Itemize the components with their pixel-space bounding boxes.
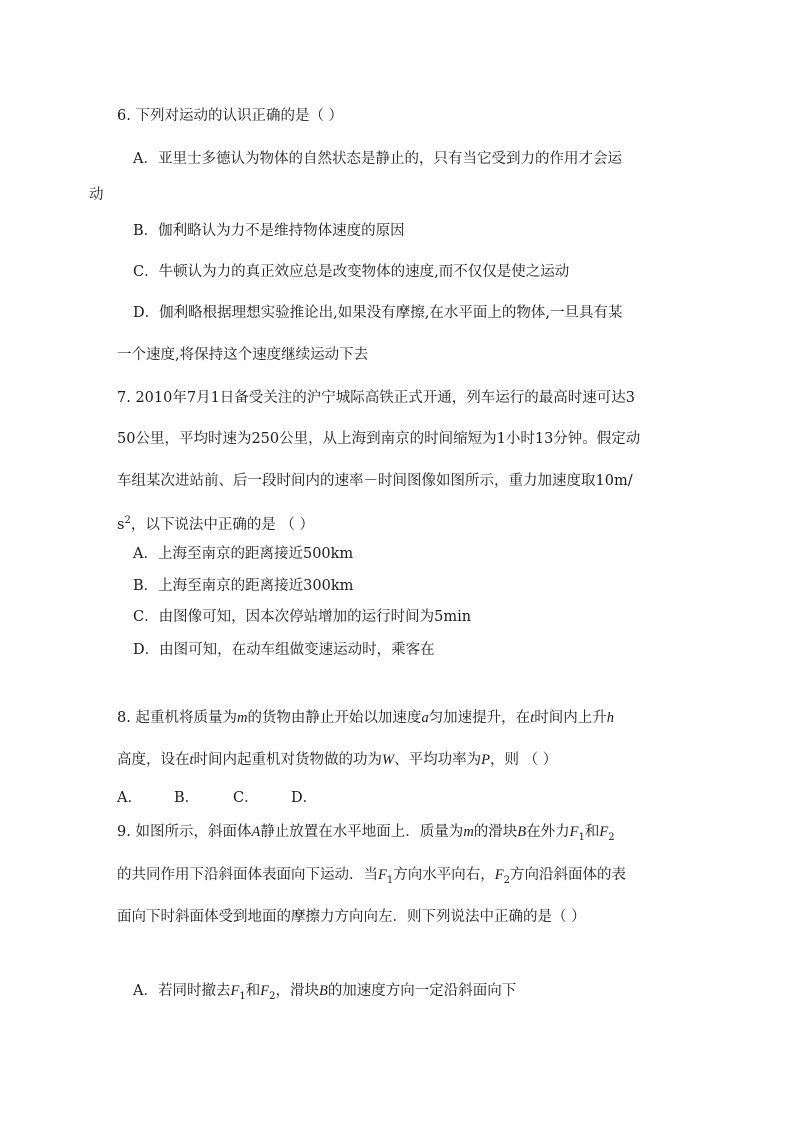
q7-option-d: D．由图可知，在动车组做变速运动时，乘客在: [133, 642, 435, 658]
q9-var-f: F: [260, 983, 270, 999]
q9-subscript: 1: [386, 874, 394, 886]
q9-text: 的滑块: [473, 824, 518, 840]
q9-option-a: [133, 981, 516, 1007]
q8-stem-line2: [117, 750, 557, 770]
q9-stem-line1: [117, 822, 615, 848]
q9-text: 的共同作用下沿斜面体表面向下运动．当: [117, 867, 378, 883]
q8-text: 8. 起重机将质量为: [117, 710, 237, 726]
q9-subscript: 2: [269, 990, 276, 1002]
q9-subscript: 2: [503, 874, 510, 886]
q8-text: ，则 （ ）: [489, 752, 558, 768]
q9-var-a: A: [251, 824, 261, 840]
q8-text: 匀加速提升，在: [428, 710, 531, 726]
q8-var-w: W: [382, 752, 395, 768]
q9-text: 和: [584, 824, 600, 840]
q8-text: 时间内上升: [534, 710, 607, 726]
q6-option-b: B．伽利略认为力不是维持物体速度的原因: [133, 223, 405, 239]
q9-var-f: F: [378, 867, 387, 883]
q9-text: 静止放置在水平地面上．质量为: [260, 824, 464, 840]
q9-text: 方向水平向右，: [393, 867, 495, 883]
q8-text: 高度，设在: [117, 752, 190, 768]
q6-option-c: C．牛顿认为力的真正效应总是改变物体的速度,而不仅仅是使之运动: [133, 264, 570, 280]
q7-stem-line2: 50公里，平均时速为250公里，从上海到南京的时间缩短为1小时13分钟。假定动: [117, 431, 641, 447]
q7-option-c: C．由图像可知，因本次停站增加的运行时间为5min: [133, 609, 472, 625]
q9-var-m: m: [463, 824, 474, 840]
q6-option-d-line2: 一个速度,将保持这个速度继续运动下去: [117, 347, 369, 363]
q8-text: 、平均功率为: [394, 752, 482, 768]
q6-option-d-line1: D．伽利略根据理想实验推论出,如果没有摩擦,在水平面上的物体,一旦具有某: [133, 305, 623, 321]
q8-var-p: P: [481, 752, 490, 768]
q9-subscript: 1: [578, 831, 585, 843]
q7-stem-line3: 车组某次进站前、后一段时间内的速率－时间图像如图所示，重力加速度取10m/: [117, 473, 633, 489]
q7-stem-line4-text: ，以下说法中正确的是 （ ）: [130, 516, 315, 533]
q7-option-b: B．上海至南京的距离接近300km: [133, 578, 354, 594]
q9-subscript: 1: [239, 990, 246, 1002]
q8-var-m: m: [236, 710, 248, 726]
q8-option-c: C．: [233, 790, 259, 806]
q6-option-a-line1: A．亚里士多德认为物体的自然状态是静止的，只有当它受到力的作用才会运: [133, 151, 622, 167]
q9-var-f: F: [599, 824, 609, 840]
q9-subscript: 2: [608, 831, 615, 843]
q8-stem-line1: [117, 708, 614, 728]
q9-var-b: B: [517, 824, 527, 840]
q9-stem-line2: [117, 865, 626, 891]
q9-var-b: B: [318, 983, 328, 999]
q7-option-a: A．上海至南京的距离接近500km: [133, 546, 354, 562]
q9-text: A．若同时撤去: [133, 983, 231, 999]
q8-var-t: t: [530, 710, 535, 726]
q7-stem-line4: [117, 511, 314, 535]
q9-var-f: F: [494, 867, 504, 883]
q6-option-a-line2: 动: [89, 187, 104, 203]
q7-unit-exp: 2: [124, 515, 131, 526]
q8-var-h: h: [606, 710, 614, 726]
q8-option-a: A．: [117, 790, 142, 806]
q6-stem: 6. 下列对运动的认识正确的是（ ）: [117, 108, 344, 124]
q8-var-t: t: [189, 752, 194, 768]
q9-var-f: F: [230, 983, 240, 999]
q9-text: 和: [245, 983, 261, 999]
q9-text: ，滑块: [275, 983, 319, 999]
q8-text: 时间内起重机对货物做的功为: [193, 752, 383, 768]
q8-var-a: a: [421, 710, 429, 726]
q8-option-d: D．: [291, 790, 318, 806]
q8-text: 的货物由静止开始以加速度: [247, 710, 422, 726]
q9-text: 的加速度方向一定沿斜面向下: [327, 983, 517, 999]
q7-unit-s: s: [117, 516, 125, 533]
q9-text: 方向沿斜面体的表: [509, 867, 626, 883]
q9-text: 9. 如图所示，斜面体: [117, 824, 252, 840]
q9-stem-line3: 面向下时斜面体受到地面的摩擦力方向向左．则下列说法中正确的是（ ）: [117, 909, 586, 925]
q7-stem-line1: 7. 2010年7月1日备受关注的沪宁城际高铁正式开通，列车运行的最高时速可达3: [117, 390, 636, 406]
q9-var-f: F: [569, 824, 579, 840]
q9-text: 在外力: [526, 824, 570, 840]
q8-option-b: B．: [174, 790, 200, 806]
